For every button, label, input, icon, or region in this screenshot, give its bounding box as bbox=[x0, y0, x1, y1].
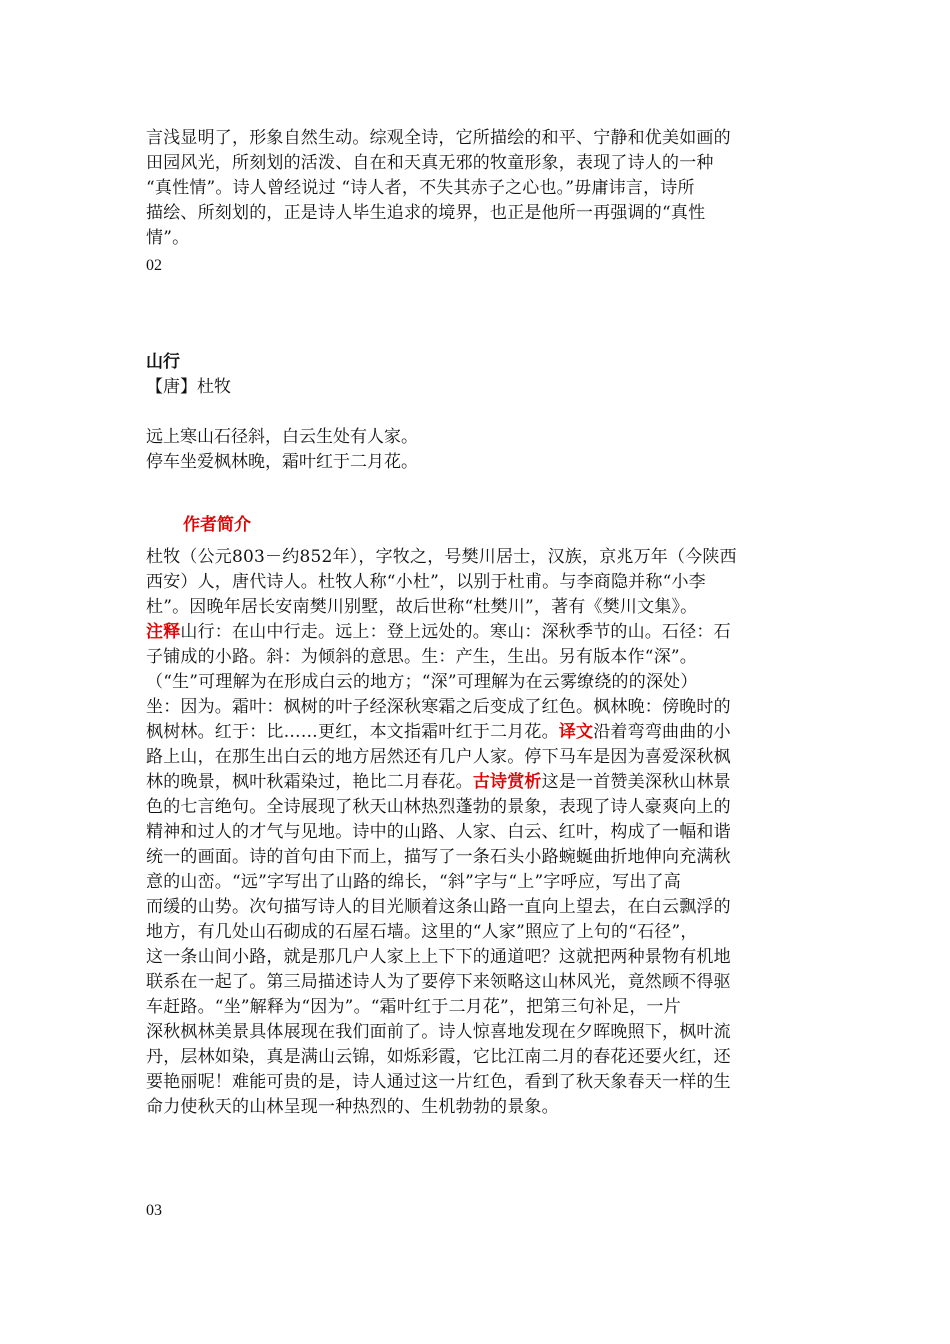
body-line: 车赶路。“坐”解释为“因为”。“霜叶红于二月花”，把第三句补足，一片 bbox=[146, 997, 681, 1017]
body-line: 西安）人，唐代诗人。杜牧人称“小杜”，以别于杜甫。与李商隐并称“小李 bbox=[146, 572, 706, 592]
intro-line: 描绘、所刻划的，正是诗人毕生追求的境界，也正是他所一再强调的“真性 bbox=[146, 203, 706, 223]
body-line bbox=[146, 720, 806, 745]
body-line: （“生”可理解为在形成白云的地方；“深”可理解为在云雾缭绕的的深处） bbox=[146, 672, 698, 692]
body-line: 这一条山间小路，就是那几户人家上上下下的通道吧？这就把两种景物有机地 bbox=[146, 947, 731, 967]
body-line: 要艳丽呢！难能可贵的是，诗人通过这一片红色，看到了秋天象春天一样的生 bbox=[146, 1072, 731, 1092]
page-number: 02 bbox=[146, 257, 162, 274]
intro-line: 情”。 bbox=[146, 228, 190, 248]
body-line: 命力使秋天的山林呈现一种热烈的、生机勃勃的景象。 bbox=[146, 1097, 559, 1117]
body-text: 沿着弯弯曲曲的小 bbox=[593, 722, 731, 742]
body-line: 联系在一起了。第三局描述诗人为了要停下来领略这山林风光，竟然顾不得驱 bbox=[146, 972, 731, 992]
body-line bbox=[146, 770, 806, 795]
poem-title: 山行 bbox=[146, 352, 180, 372]
body-line: 路上山，在那生出白云的地方居然还有几户人家。停下马车是因为喜爱深秋枫 bbox=[146, 747, 731, 767]
body-line: 而缓的山势。次句描写诗人的目光顺着这条山路一直向上望去，在白云飘浮的 bbox=[146, 897, 731, 917]
body-line: 统一的画面。诗的首句由下而上，描写了一条石头小路蜿蜒曲折地伸向充满秋 bbox=[146, 847, 731, 867]
body-line: 杜”。因晚年居长安南樊川别墅，故后世称“杜樊川”，著有《樊川文集》。 bbox=[146, 597, 698, 617]
poem-block bbox=[146, 350, 806, 475]
body-line: 色的七言绝句。全诗展现了秋天山林热烈蓬勃的景象，表现了诗人豪爽向上的 bbox=[146, 797, 731, 817]
body-text: 枫树林。红于：比……更红，本文指霜叶红于二月花。 bbox=[146, 722, 559, 742]
intro-line: 言浅显明了，形象自然生动。综观全诗，它所描绘的和平、宁静和优美如画的 bbox=[146, 128, 731, 148]
poem-author: 【唐】杜牧 bbox=[146, 377, 231, 397]
body-line: 意的山峦。“远”字写出了山路的绵长，“斜”字与“上”字呼应，写出了高 bbox=[146, 872, 681, 892]
intro-line: “真性情”。诗人曾经说过 “诗人者，不失其赤子之心也。”毋庸讳言，诗所 bbox=[146, 178, 695, 198]
body-line: 杜牧（公元803－约852年），字牧之，号樊川居士，汉族，京兆万年（今陕西 bbox=[146, 547, 737, 567]
body-line: 子铺成的小路。斜：为倾斜的意思。生：产生，生出。另有版本作“深”。 bbox=[146, 647, 697, 667]
poem-line: 停车坐爱枫林晚，霜叶红于二月花。 bbox=[146, 452, 418, 472]
translation-label: 译文 bbox=[558, 722, 594, 742]
body-line: 精神和过人的才气与见地。诗中的山路、人家、白云、红叶，构成了一幅和谐 bbox=[146, 822, 731, 842]
page-number: 03 bbox=[146, 1202, 162, 1219]
body-line: 坐：因为。霜叶：枫树的叶子经深秋寒霜之后变成了红色。枫林晚：傍晚时的 bbox=[146, 697, 731, 717]
body-line: 深秋枫林美景具体展现在我们面前了。诗人惊喜地发现在夕晖晚照下，枫叶流 bbox=[146, 1022, 731, 1042]
blank-line bbox=[146, 400, 806, 425]
poem-line: 远上寒山石径斜，白云生处有人家。 bbox=[146, 427, 418, 447]
intro-paragraph bbox=[146, 126, 806, 251]
annotation-label: 注释 bbox=[146, 622, 181, 642]
body-paragraph bbox=[146, 545, 806, 1120]
body-line bbox=[146, 620, 806, 645]
appreciation-label: 古诗赏析 bbox=[472, 772, 542, 792]
body-line: 地方，有几处山石砌成的石屋石墙。这里的“人家”照应了上句的“石径”， bbox=[146, 922, 698, 942]
body-text: 这是一首赞美深秋山林景 bbox=[541, 772, 731, 792]
body-text: 林的晚景，枫叶秋霜染过，艳比二月春花。 bbox=[146, 772, 473, 792]
section-heading: 作者简介 bbox=[183, 515, 251, 535]
intro-line: 田园风光，所刻划的活泼、自在和天真无邪的牧童形象，表现了诗人的一种 bbox=[146, 153, 714, 173]
body-text: 山行：在山中行走。远上：登上远处的。寒山：深秋季节的山。石径：石 bbox=[180, 622, 731, 642]
body-line: 丹，层林如染，真是满山云锦，如烁彩霞，它比江南二月的春花还要火红，还 bbox=[146, 1047, 731, 1067]
